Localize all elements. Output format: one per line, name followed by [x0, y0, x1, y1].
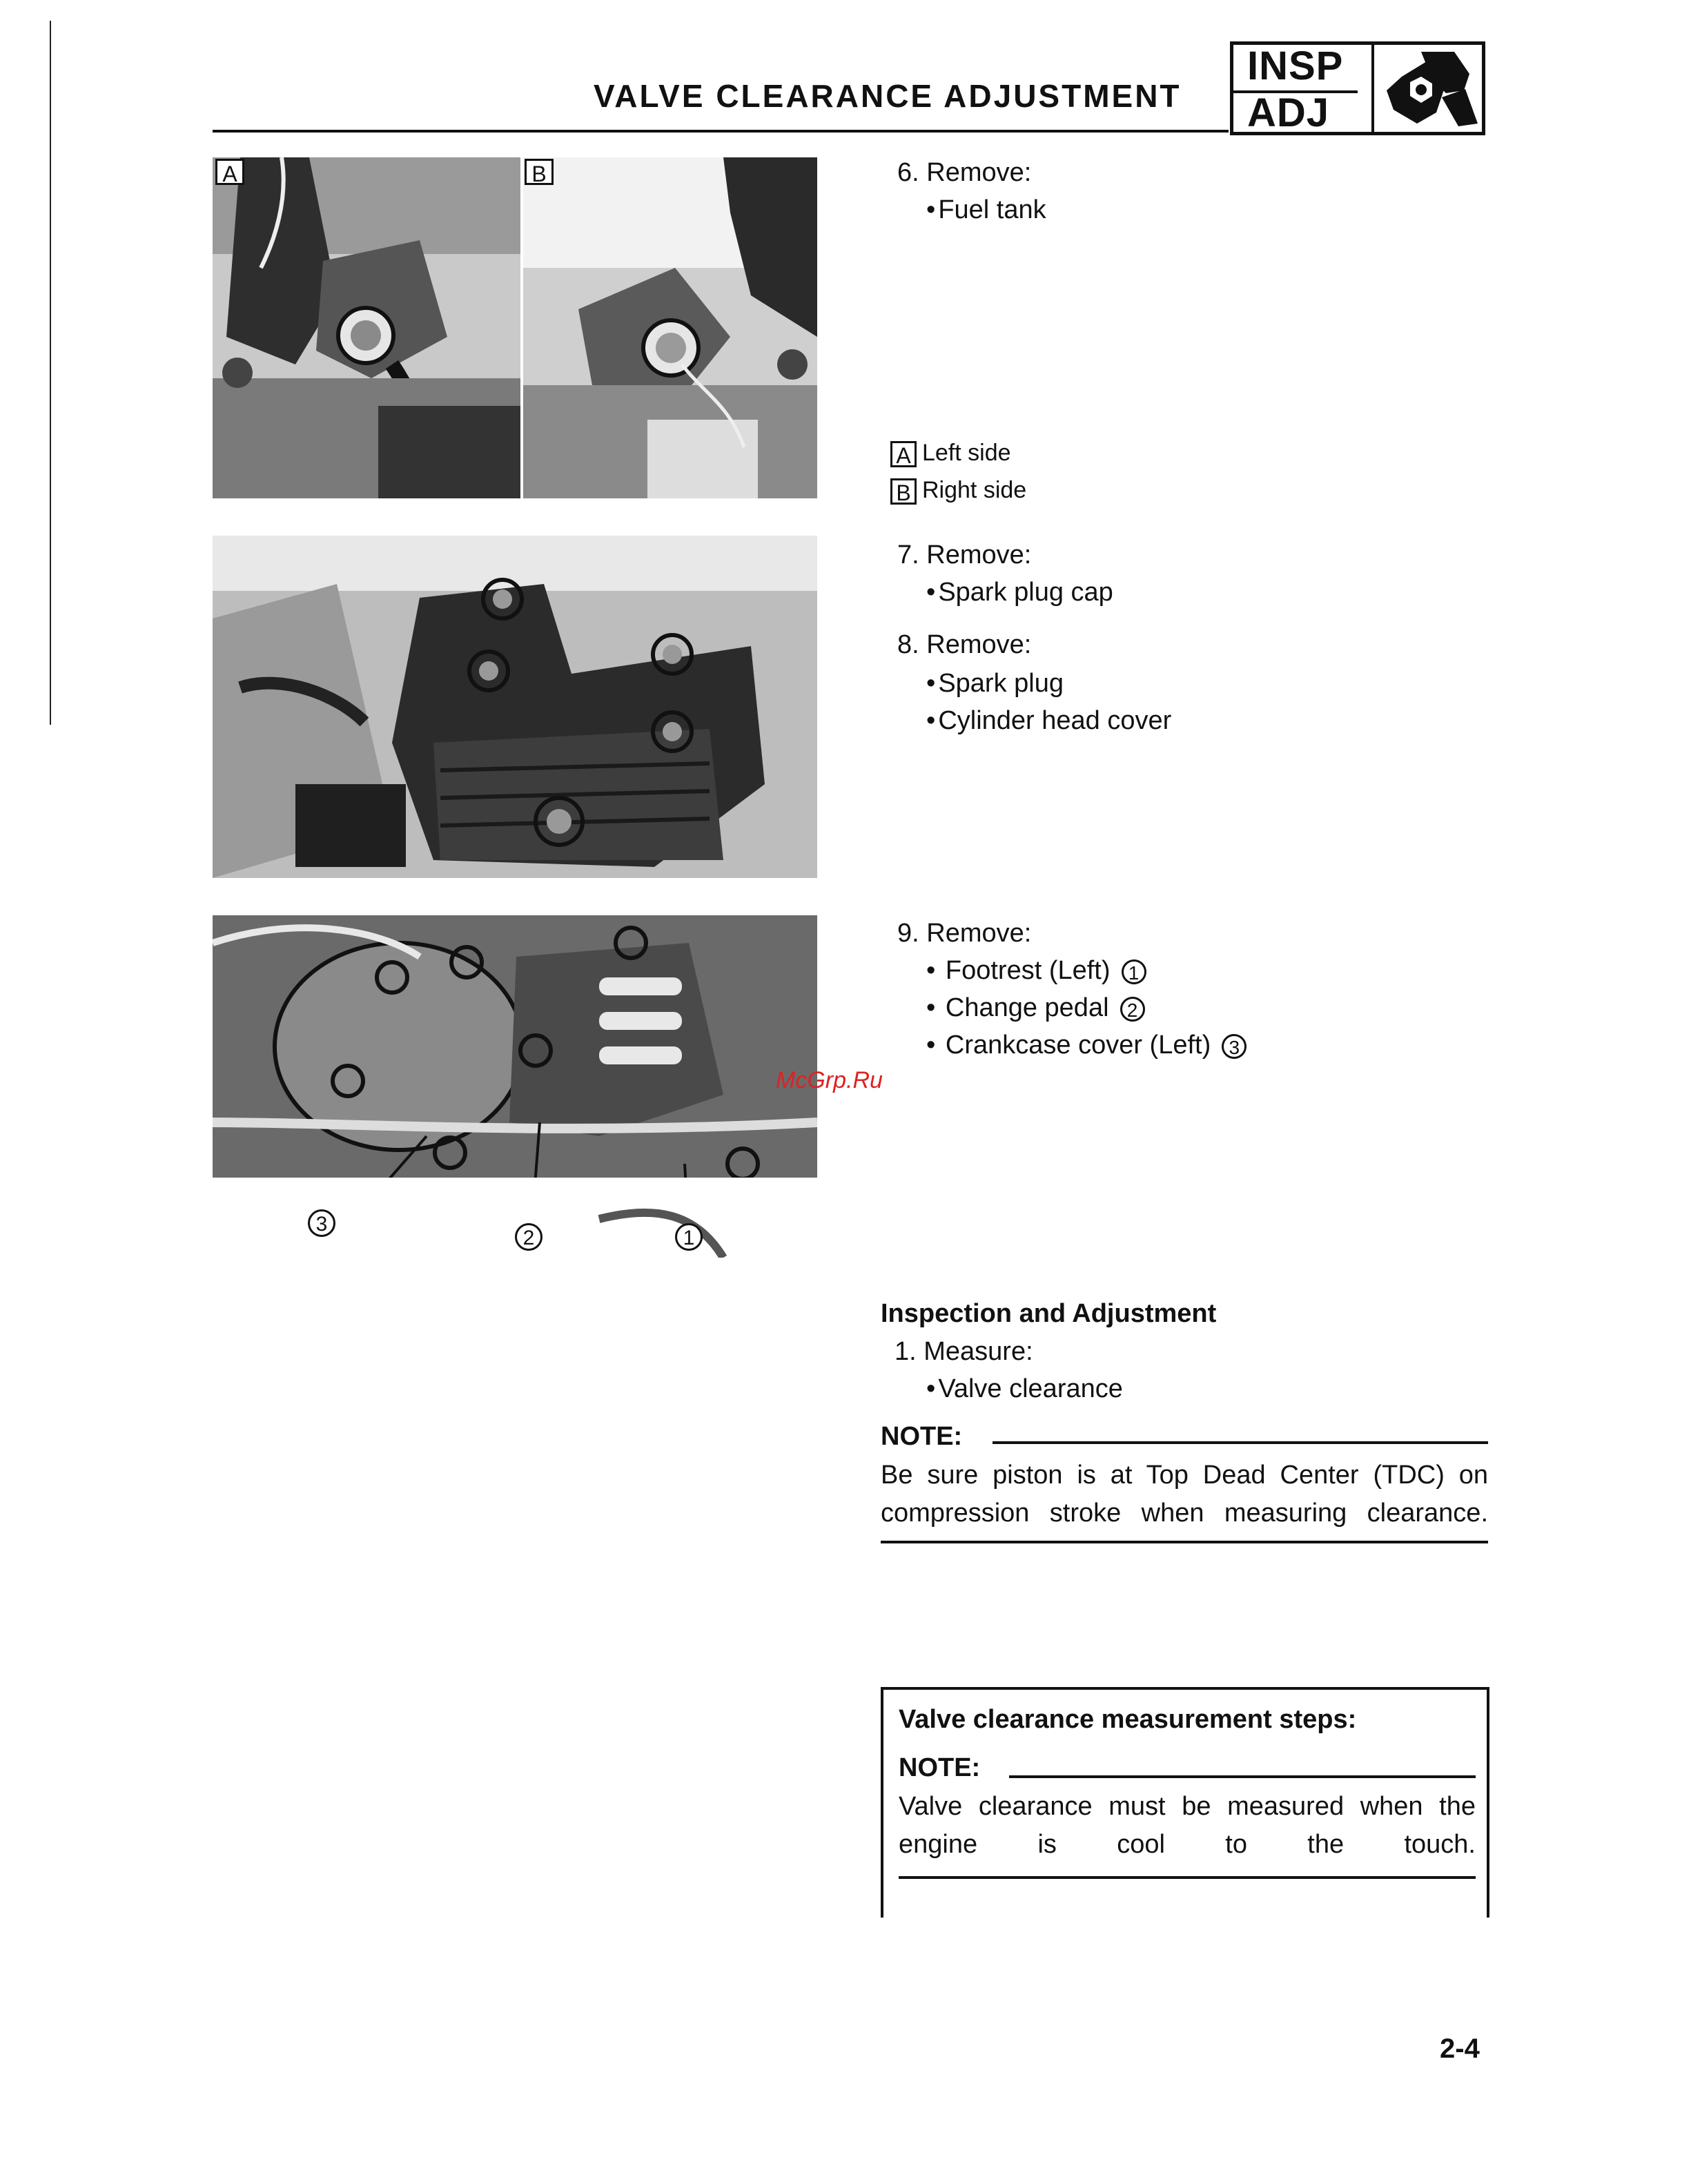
step-8-item-1: • Spark plug — [926, 668, 1064, 699]
callout-3: 3 — [308, 1209, 335, 1237]
note-text: Be sure piston is at Top Dead Center (TDC) on compression stroke when measuring clearance. — [881, 1461, 1488, 1528]
step-9-item-1 — [926, 955, 1146, 986]
figure-label-b: B — [525, 159, 554, 185]
photo-crankcase-cover — [213, 915, 817, 1258]
callout-2: 2 — [515, 1223, 543, 1251]
measurement-note-label: NOTE: — [899, 1753, 981, 1782]
section-badge — [1230, 41, 1485, 135]
step-7-item: • Spark plug cap — [926, 577, 1113, 607]
callout-1: 1 — [675, 1223, 703, 1251]
inspection-item: • Valve clearance — [926, 1374, 1123, 1404]
note-rule-bottom — [881, 1541, 1488, 1543]
page-number: 2-4 — [1440, 2034, 1480, 2064]
legend-a-text: Left side — [922, 440, 1011, 466]
inspection-heading: Inspection and Adjustment — [881, 1299, 1217, 1328]
step-7-title: 7. Remove: — [897, 540, 1032, 569]
legend-a-key: A — [890, 441, 917, 467]
badge-text — [1233, 43, 1374, 135]
measurement-steps-box — [881, 1687, 1489, 1918]
step-8-title: 8. Remove: — [897, 630, 1032, 659]
step-8-item-2: • Cylinder head cover — [926, 705, 1171, 736]
page-margin-line — [50, 21, 51, 725]
step-9-item-3 — [926, 1030, 1247, 1060]
ref-2: 2 — [1120, 997, 1145, 1022]
header-rule — [213, 130, 1229, 133]
photo-right-side — [523, 157, 817, 498]
legend-a — [890, 439, 1011, 467]
page-title: VALVE CLEARANCE ADJUSTMENT — [594, 78, 1182, 114]
legend-b-text: Right side — [922, 477, 1027, 503]
step-9-title: 9. Remove: — [897, 919, 1032, 948]
step-9-item-2-text: Change pedal — [945, 993, 1109, 1022]
step-9-item-3-text: Crankcase cover (Left) — [945, 1031, 1211, 1060]
step-6-title: 6. Remove: — [897, 158, 1032, 187]
note-rule-top — [993, 1441, 1488, 1444]
ref-1: 1 — [1122, 959, 1146, 984]
photo-cylinder-head-cover — [213, 536, 817, 878]
badge-adj: ADJ — [1233, 90, 1358, 133]
legend-b-key: B — [890, 478, 917, 505]
measurement-note-rule-bottom — [899, 1876, 1476, 1879]
badge-insp: INSP — [1247, 43, 1344, 88]
step-9-item-2 — [926, 993, 1145, 1023]
measurement-steps-title: Valve clearance measurement steps: — [899, 1705, 1357, 1734]
photo-left-side — [213, 157, 520, 498]
step-9-item-1-text: Footrest (Left) — [945, 956, 1111, 985]
measurement-note-text: Valve clearance must be measured when the engine is cool to the touch. — [899, 1792, 1476, 1859]
watermark: McGrp.Ru — [776, 1067, 883, 1093]
figure-label-a: A — [215, 159, 244, 185]
step-6-item: • Fuel tank — [926, 195, 1046, 225]
inspection-step: 1. Measure: — [895, 1337, 1033, 1366]
legend-b — [890, 476, 1026, 505]
note-label: NOTE: — [881, 1422, 963, 1451]
wrench-nut-icon — [1378, 49, 1482, 129]
ref-3: 3 — [1222, 1034, 1247, 1059]
measurement-note-rule-top — [1009, 1775, 1476, 1778]
